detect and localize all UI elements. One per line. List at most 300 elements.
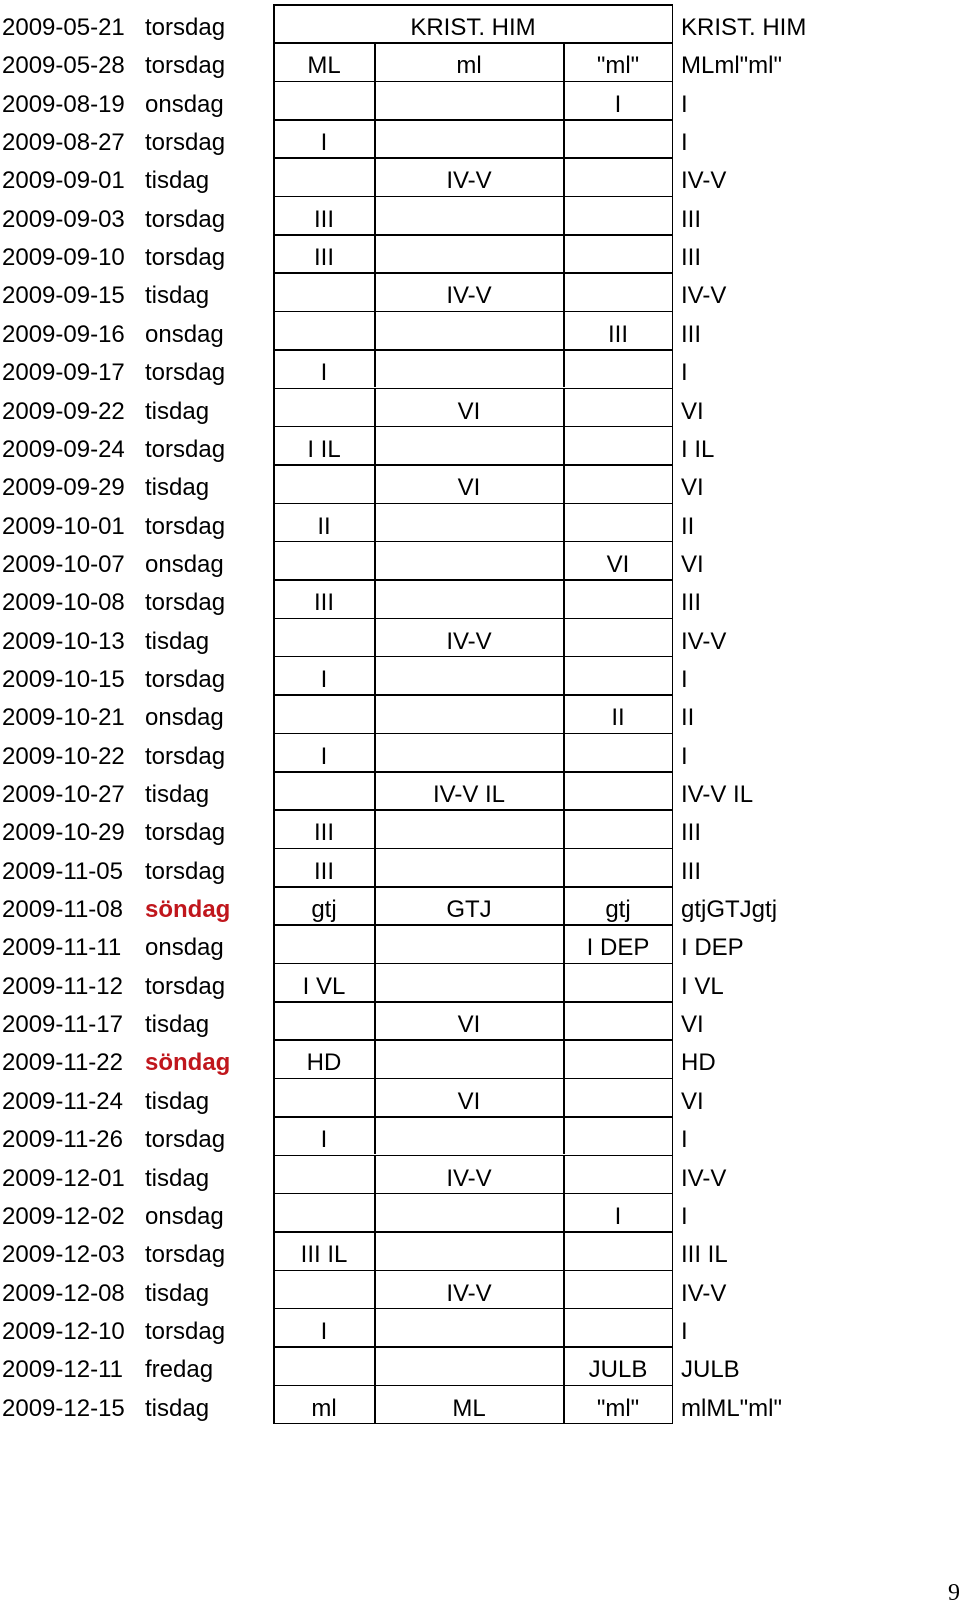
grid-line-vertical [374,349,376,387]
grid-line-horizontal [273,1193,673,1195]
weekday-cell: tisdag [145,167,210,195]
grid-line-vertical [374,311,376,349]
column-3-cell [564,967,672,1006]
column-1-cell: I [320,1126,328,1154]
grid-line-vertical [672,4,674,1423]
grid-line-vertical [563,196,565,234]
grid-line-vertical [374,694,376,732]
grid-line-vertical [563,656,565,694]
column-3-cell [564,1082,672,1121]
weekday-cell: onsdag [145,90,224,118]
date-cell: 2009-09-01 [2,167,125,195]
column-1-cell: III [313,857,334,885]
date-cell: 2009-12-15 [2,1394,125,1422]
table-row [0,1350,960,1389]
summary-cell: III [681,205,702,233]
table-row [0,852,960,891]
grid-line-horizontal [273,1039,673,1041]
grid-line-vertical [374,809,376,847]
grid-line-horizontal [273,924,673,926]
grid-line-vertical [563,1270,565,1308]
date-cell: 2009-11-22 [2,1049,123,1077]
date-cell: 2009-11-24 [2,1087,123,1115]
weekday-cell: torsdag [145,1241,226,1269]
grid-line-horizontal [273,1155,673,1157]
date-cell: 2009-11-08 [2,896,123,924]
column-3-cell [564,1120,672,1159]
column-3-cell [564,583,672,622]
column-2-cell: ML [452,1394,486,1422]
table-row [0,545,960,584]
column-1-cell: I [320,359,328,387]
weekday-cell: söndag [145,896,231,924]
column-1-cell [274,468,374,507]
column-3-cell: JULB [588,1356,648,1384]
column-1-cell [274,545,374,584]
column-2-cell [374,315,564,354]
column-3-cell: III [607,320,628,348]
column-2-cell [374,1120,564,1159]
weekday-cell: söndag [145,1049,231,1077]
date-cell: 2009-10-21 [2,704,125,732]
weekday-cell: tisdag [145,1279,210,1307]
weekday-cell: torsdag [145,857,226,885]
column-2-cell: IV-V [446,282,492,310]
grid-line-vertical [374,771,376,809]
table-row [0,85,960,124]
date-cell: 2009-09-24 [2,435,125,463]
summary-cell: I VL [681,972,724,1000]
table-row [0,660,960,699]
column-3-cell [564,353,672,392]
summary-cell: I [681,129,688,157]
grid-line-horizontal [273,272,673,274]
grid-line-vertical [563,618,565,656]
grid-line-horizontal [273,1231,673,1233]
date-cell: 2009-05-28 [2,52,125,80]
column-2-cell [374,737,564,776]
column-1-cell [274,928,374,967]
weekday-cell: tisdag [145,1087,210,1115]
summary-cell: VI [681,1011,704,1039]
date-cell: 2009-12-08 [2,1279,125,1307]
column-2-cell [374,1197,564,1236]
column-2-cell [374,123,564,162]
grid-line-vertical [563,694,565,732]
table-row [0,161,960,200]
column-3-cell [564,161,672,200]
column-1-cell: I [320,1317,328,1345]
summary-cell: I [681,1317,688,1345]
column-3-cell [564,430,672,469]
summary-cell: VI [681,550,704,578]
weekday-cell: tisdag [145,1394,210,1422]
weekday-cell: torsdag [145,1317,226,1345]
grid-line-vertical [374,924,376,962]
date-cell: 2009-09-29 [2,474,125,502]
weekday-cell: tisdag [145,1011,210,1039]
summary-cell: I [681,742,688,770]
column-2-cell [374,660,564,699]
grid-line-vertical [374,119,376,157]
weekday-cell: fredag [145,1356,214,1384]
grid-line-vertical [563,119,565,157]
grid-line-horizontal [273,42,673,44]
table-row [0,8,960,47]
weekday-cell: onsdag [145,1202,224,1230]
column-1-cell [274,315,374,354]
grid-line-vertical [563,311,565,349]
grid-line-vertical [374,1155,376,1193]
table-row [0,1082,960,1121]
column-3-cell [564,1312,672,1351]
column-3-cell: gtj [605,896,631,924]
grid-line-horizontal [273,1346,673,1348]
column-3-cell [564,468,672,507]
page-number: 9 [948,1580,960,1606]
grid-line-vertical [374,272,376,310]
summary-cell: III [681,244,702,272]
summary-cell: I [681,665,688,693]
weekday-cell: torsdag [145,819,226,847]
column-1-cell [274,392,374,431]
date-cell: 2009-10-29 [2,819,125,847]
table-row [0,967,960,1006]
grid-line-vertical [563,464,565,502]
column-1-cell [274,775,374,814]
grid-line-horizontal [273,1385,673,1387]
grid-line-vertical [563,1001,565,1039]
weekday-cell: torsdag [145,972,226,1000]
date-cell: 2009-09-03 [2,205,125,233]
weekday-cell: torsdag [145,665,226,693]
column-1-cell: I IL [307,435,341,463]
date-cell: 2009-11-26 [2,1126,123,1154]
column-1-cell [274,1159,374,1198]
grid-line-vertical [374,81,376,119]
date-cell: 2009-11-05 [2,857,123,885]
summary-cell: HD [681,1049,716,1077]
grid-line-vertical [374,1308,376,1346]
grid-line-vertical [563,1193,565,1231]
column-2-cell [374,545,564,584]
column-2-cell [374,583,564,622]
grid-line-vertical [563,1385,565,1423]
weekday-cell: torsdag [145,359,226,387]
column-3-cell: I [614,1202,622,1230]
grid-line-horizontal [273,426,673,428]
weekday-cell: torsdag [145,205,226,233]
summary-cell: gtjGTJgtj [681,896,778,924]
column-2-cell [374,430,564,469]
weekday-cell: tisdag [145,397,210,425]
summary-cell: JULB [681,1356,740,1384]
grid-line-vertical [563,272,565,310]
summary-cell: III IL [681,1241,728,1269]
summary-cell: VI [681,397,704,425]
weekday-cell: torsdag [145,1126,226,1154]
column-1-cell: HD [306,1049,342,1077]
column-1-cell [274,1350,374,1389]
weekday-cell: onsdag [145,704,224,732]
grid-line-horizontal [273,771,673,773]
column-1-cell: III [313,244,334,272]
column-3-cell [564,1005,672,1044]
column-1-cell: ml [311,1394,337,1422]
grid-line-vertical [374,157,376,195]
grid-line-vertical [374,42,376,80]
column-3-cell [564,1043,672,1082]
date-cell: 2009-09-22 [2,397,125,425]
column-3-cell [564,392,672,431]
grid-line-vertical [374,1270,376,1308]
column-2-cell: VI [457,397,481,425]
weekday-cell: tisdag [145,1164,210,1192]
column-3-cell [564,123,672,162]
table-row [0,1005,960,1044]
date-cell: 2009-11-17 [2,1011,123,1039]
grid-line-horizontal [273,963,673,965]
column-1-cell: III IL [300,1241,348,1269]
table-row [0,276,960,315]
column-2-cell [374,1350,564,1389]
column-1-cell [274,85,374,124]
table-row [0,813,960,852]
date-cell: 2009-11-12 [2,972,123,1000]
grid-line-vertical [374,618,376,656]
column-2-cell [374,507,564,546]
grid-line-vertical [563,1308,565,1346]
summary-cell: IV-V [681,1279,727,1307]
weekday-cell: tisdag [145,781,210,808]
date-cell: 2009-10-22 [2,742,125,770]
summary-cell: I [681,1126,688,1154]
date-cell: 2009-08-19 [2,90,125,118]
table-row [0,507,960,546]
grid-line-horizontal [273,234,673,236]
column-1-cell: gtj [311,896,337,924]
date-cell: 2009-09-10 [2,244,125,272]
column-3-cell: I DEP [586,934,650,962]
column-3-cell [564,200,672,239]
grid-line-vertical [374,1078,376,1116]
date-cell: 2009-09-17 [2,359,125,387]
grid-line-vertical [374,1001,376,1039]
column-3-cell: I [614,90,622,118]
grid-line-vertical [563,848,565,886]
grid-line-vertical [563,1346,565,1384]
column-1-cell: I [320,742,328,770]
grid-line-vertical [374,886,376,924]
grid-line-vertical [374,464,376,502]
column-1-cell [274,622,374,661]
grid-line-vertical [563,771,565,809]
weekday-cell: tisdag [145,627,210,655]
grid-line-vertical [374,541,376,579]
grid-line-vertical [563,579,565,617]
weekday-cell: torsdag [145,435,226,463]
weekday-cell: torsdag [145,589,226,617]
summary-cell: VI [681,1087,704,1115]
column-2-cell: VI [457,1011,481,1039]
column-3-cell [564,852,672,891]
weekday-cell: torsdag [145,52,226,80]
summary-cell: III [681,589,702,617]
grid-line-horizontal [273,81,673,83]
table-row [0,46,960,85]
summary-cell: MLml"ml" [681,52,783,80]
weekday-cell: onsdag [145,934,224,962]
column-2-cell: IV-V [446,627,492,655]
grid-line-vertical [374,1231,376,1269]
weekday-cell: torsdag [145,742,226,770]
summary-cell: IV-V IL [681,781,754,808]
grid-line-vertical [374,1385,376,1423]
table-row [0,200,960,239]
column-3-cell [564,813,672,852]
grid-line-vertical [374,1116,376,1154]
column-3-cell [564,775,672,814]
weekday-cell: torsdag [145,512,226,540]
grid-line-vertical [374,656,376,694]
table-row [0,238,960,277]
column-3-cell: "ml" [596,52,640,80]
table-row [0,737,960,776]
grid-line-vertical [374,196,376,234]
grid-line-vertical [563,349,565,387]
grid-line-vertical [374,234,376,272]
column-2-cell [374,813,564,852]
grid-line-horizontal [273,196,673,198]
date-cell: 2009-08-27 [2,129,125,157]
column-2-cell [374,238,564,277]
summary-cell: I [681,1202,688,1230]
table-row [0,468,960,507]
summary-cell: III [681,819,702,847]
grid-line-vertical [563,157,565,195]
table-row [0,775,960,814]
column-1-cell [274,1274,374,1313]
grid-line-vertical [563,426,565,464]
grid-line-vertical [374,426,376,464]
grid-line-horizontal [273,1270,673,1272]
grid-line-vertical [374,579,376,617]
grid-line-vertical [374,733,376,771]
column-3-cell: VI [606,550,630,578]
column-2-cell: VI [457,1087,481,1115]
grid-line-horizontal [273,464,673,466]
column-3-cell: II [611,704,625,732]
column-2-cell: VI [457,474,481,502]
date-cell: 2009-12-10 [2,1317,125,1345]
date-cell: 2009-12-02 [2,1202,125,1230]
grid-line-horizontal [273,886,673,888]
grid-line-vertical [563,886,565,924]
column-1-cell [274,698,374,737]
date-cell: 2009-10-07 [2,550,125,578]
summary-cell: VI [681,474,704,502]
table-row [0,430,960,469]
table-row [0,1197,960,1236]
grid-line-horizontal [273,809,673,811]
summary-cell: IV-V [681,282,727,310]
column-2-cell: ml [456,52,482,80]
column-2-cell: IV-V IL [432,781,506,808]
table-row [0,1120,960,1159]
column-3-cell [564,507,672,546]
column-2-cell [374,85,564,124]
grid-line-horizontal [273,733,673,735]
column-2-cell [374,928,564,967]
summary-cell: I [681,90,688,118]
grid-line-horizontal [273,848,673,850]
grid-line-vertical [563,1116,565,1154]
table-row [0,1312,960,1351]
grid-line-vertical [563,1155,565,1193]
summary-cell: I DEP [681,934,744,962]
grid-line-vertical [563,42,565,80]
date-cell: 2009-12-11 [2,1356,123,1384]
summary-cell: IV-V [681,1164,727,1192]
column-1-cell: II [317,512,331,540]
grid-line-horizontal [273,1423,673,1425]
grid-line-vertical [563,234,565,272]
column-2-cell [374,967,564,1006]
column-2-cell: GTJ [446,896,492,924]
grid-line-vertical [563,388,565,426]
weekday-cell: onsdag [145,320,224,348]
table-row [0,1389,960,1428]
grid-line-horizontal [273,618,673,620]
grid-line-horizontal [273,656,673,658]
column-1-cell: I [320,129,328,157]
weekday-cell: torsdag [145,14,226,41]
grid-line-horizontal [273,119,673,121]
summary-cell: I [681,359,688,387]
column-1-cell: I VL [302,972,346,1000]
column-1-cell: III [313,205,334,233]
table-row [0,622,960,661]
grid-line-vertical [563,503,565,541]
grid-line-horizontal [273,1308,673,1310]
grid-line-vertical [374,963,376,1001]
column-1-cell [274,1197,374,1236]
date-cell: 2009-12-03 [2,1241,125,1269]
summary-cell: IV-V [681,627,727,655]
summary-cell: II [681,704,695,732]
grid-line-vertical [563,924,565,962]
grid-line-vertical [563,81,565,119]
date-cell: 2009-10-08 [2,589,125,617]
table-row [0,392,960,431]
grid-line-vertical [374,848,376,886]
grid-line-horizontal [273,349,673,351]
grid-line-vertical [374,1193,376,1231]
summary-cell: KRIST. HIM [681,14,807,41]
grid-line-horizontal [273,541,673,543]
grid-line-vertical [374,503,376,541]
table-row [0,1235,960,1274]
column-3-cell [564,622,672,661]
grid-line-horizontal [273,311,673,313]
date-cell: 2009-11-11 [2,934,122,962]
summary-cell: mlML"ml" [681,1394,783,1422]
summary-cell: III [681,857,702,885]
column-3-cell [564,1274,672,1313]
column-2-cell [374,1235,564,1274]
grid-line-vertical [563,541,565,579]
column-2-cell [374,1043,564,1082]
